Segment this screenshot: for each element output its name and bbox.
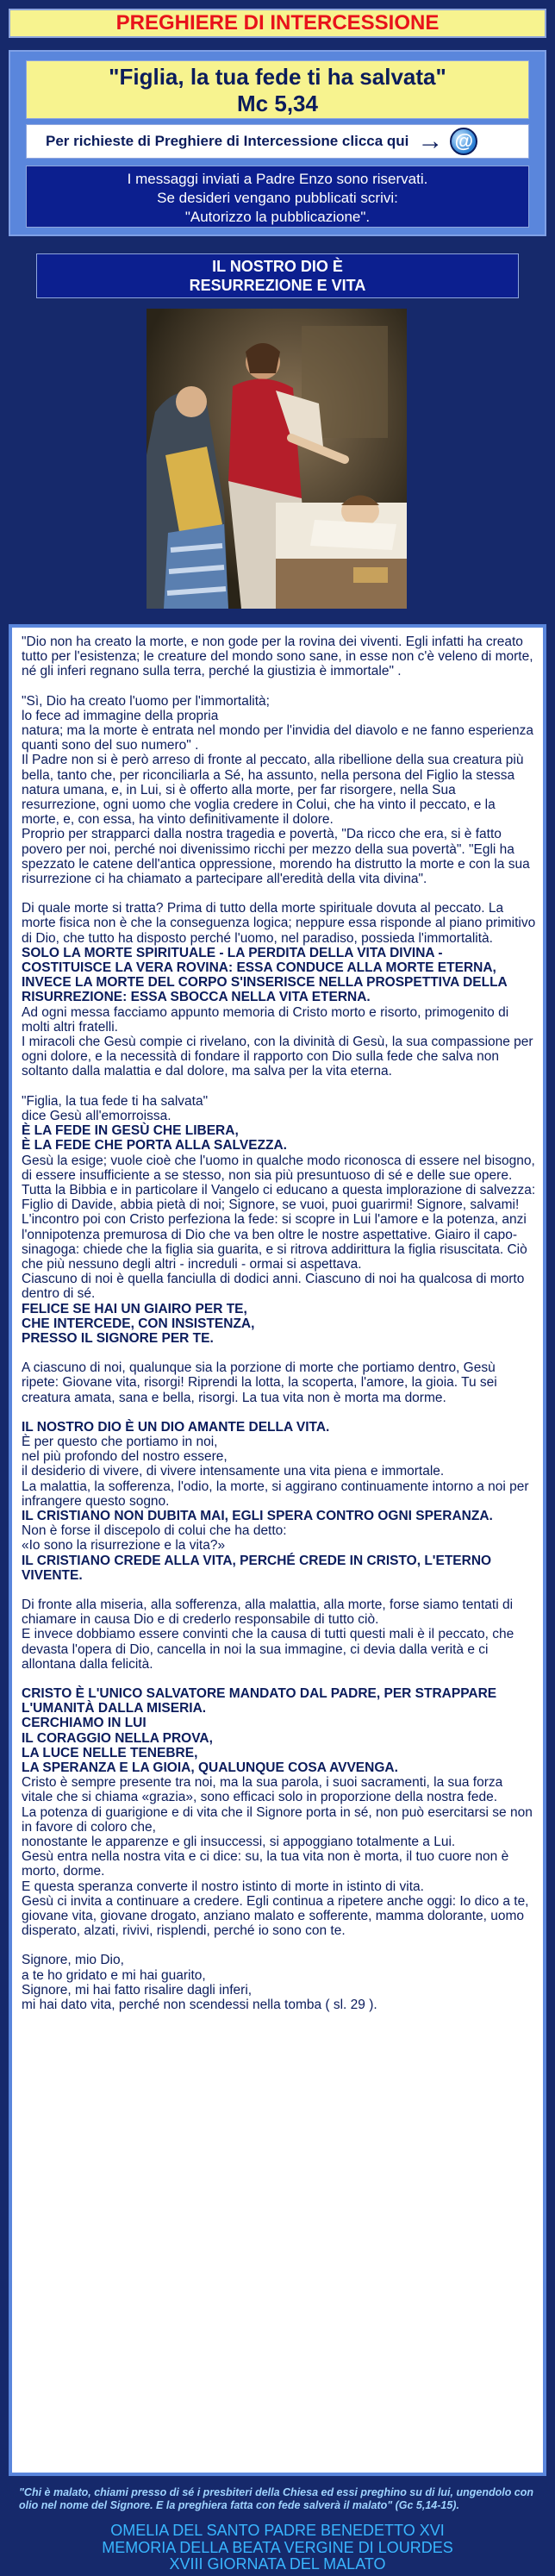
prayer-request-link[interactable] bbox=[26, 124, 529, 159]
homily-emphasis: FELICE SE HAI UN GIAIRO PER TE, CHE INTERCEDE, CON INSISTENZA, PRESSO IL SIGNORE PER TE. bbox=[22, 1301, 255, 1346]
homily-emphasis: SOLO LA MORTE SPIRITUALE - LA PERDITA DELLA VITA DIVINA - COSTITUISCE LA VERA ROVINA: ESSA CONDUCE ALLA MORTE ETERNA, INVECE LA MORTE DEL CORPO S'INSERISCE NELLA PROSPETTIVA DELLA RISURREZIONE: ESSA SBOCCA NELLA VITA ETERNA. bbox=[22, 945, 508, 1005]
homily-emphasis: È LA FEDE IN GESÙ CHE LIBERA, È LA FEDE CHE PORTA ALLA SALVEZZA. bbox=[22, 1123, 287, 1154]
page-title: PREGHIERE DI INTERCESSIONE bbox=[9, 9, 546, 38]
homily-emphasis: CRISTO È L'UNICO SALVATORE MANDATO DAL PADRE, PER STRAPPARE L'UMANITÀ DALLA MISERIA. CERCHIAMO IN LUI IL CORAGGIO NELLA PROVA, LA LUCE NELLE TENEBRE, LA SPERANZA E LA GIOIA, QUALUNQUE COSA AVVENGA. bbox=[22, 1686, 497, 1776]
arrow-right-icon: → bbox=[417, 127, 444, 155]
homily-paragraph: "Sì, Dio ha creato l'uomo per l'immortalità; lo fece ad immagine della propria natura; ma la morte è entrata nel mondo per l'invidia del diavolo e ne fanno esperienza quanti sono del suo numero" . Il Padre non si è però arreso di fronte al peccato, alla ribellione della sua creatura più bella, tanto che, per riconciliarla a Sé, ha assunto, nella persona del Figlio la stessa natura umana, e, in Lui, si è offerto alla morte, per far risorgere, nella Sua resurrezione, ogni uomo che voglia credere in Colui, che ha vinto il peccato, e la morte, e, con essa, ha vinto definitivamente il dolore. Proprio per strapparci dalla nostra tragedia e povertà, "Da ricco che era, si è fatto povero per noi, perché noi divenissimo ricchi per mezzo della sua povertà". "Egli ha spezzato le catene dell'antica oppressione, morendo ha distrutto la morte e con la sua risurrezione ci ha chiamato a partecipare all'eredità della vita divina". bbox=[22, 693, 534, 887]
prayer-request-label: Per richieste di Preghiere di Intercessione clicca qui bbox=[46, 133, 409, 149]
homily-paragraph: A ciascuno di noi, qualunque sia la porzione di morte che portiamo dentro, Gesù ripete: Giovane vita, risorgi! Riprendi la lotta, la scoperta, l'amore, la gioia. Tu sei creatura amata, sana e bella, risorgi. La tua vita non è morta ma dorme. bbox=[22, 1360, 497, 1405]
homily-text-panel bbox=[9, 624, 546, 2476]
footer-credits bbox=[9, 2523, 546, 2574]
privacy-notice bbox=[26, 166, 529, 228]
notice-line-3: "Autorizzo la pubblicazione". bbox=[184, 209, 371, 225]
gospel-quote: "Figlia, la tua fede ti ha salvata" bbox=[109, 64, 446, 90]
homily-emphasis: IL NOSTRO DIO È UN DIO AMANTE DELLA VITA. bbox=[22, 1419, 330, 1435]
intercession-request-panel bbox=[9, 50, 546, 236]
jesus-raising-jairus-daughter-painting bbox=[147, 309, 407, 609]
section-title bbox=[36, 253, 519, 298]
homily-paragraph: Di quale morte si tratta? Prima di tutto della morte spirituale dovuta al peccato. La morte fisica non è che la conseguenza logica; neppure essa risponde al piano primitivo di Dio, che tutto ha disposto perché l'uomo, nel paradiso, possieda l'immortalità. bbox=[22, 901, 536, 946]
section-title-line-1: IL NOSTRO DIO È bbox=[212, 258, 343, 275]
homily-paragraph: "Dio non ha creato la morte, e non gode per la rovina dei viventi. Egli infatti ha creato tutto per l'esistenza; le creature del mondo sono sane, in esse non c'è veleno di morte, né gli inferi regnano sulla terra, perché la giustizia è immortale" . bbox=[22, 635, 533, 679]
painting-image bbox=[147, 309, 407, 609]
homily-paragraph: È per questo che portiamo in noi, nel più profondo del nostro essere, il desiderio di vivere, di vivere intensamente una vita piena e immortale. La malattia, la sofferenza, l'odio, la morte, si aggirano continuamente intorno a noi per infrangere questo sogno. bbox=[22, 1434, 529, 1509]
section-title-line-2: RESURREZIONE E VITA bbox=[189, 277, 366, 294]
footer-scripture-quote: "Chi è malato, chiami presso di sé i presbiteri della Chiesa ed essi preghino su di lui, ungendolo con olio nel nome del Signore. E la preghiera fatta con fede salverà il malato" (Gc 5,14-15). bbox=[19, 2486, 534, 2511]
footer-credit-line-1: OMELIA DEL SANTO PADRE BENEDETTO XVI bbox=[110, 2522, 445, 2539]
footer-credit-line-2: MEMORIA DELLA BEATA VERGINE DI LOURDES bbox=[102, 2538, 453, 2556]
at-sign-icon[interactable]: @ bbox=[450, 128, 477, 155]
homily-paragraph: Cristo è sempre presente tra noi, ma la sua parola, i suoi sacramenti, la sua forza vitale che si chiama «grazia», sono efficaci solo in proporzione della nostra fede. La potenza di guarigione e di vita che il Signore porta in sé, non può esercitarsi se non in favore di coloro che, nonostante le apparenze e gli insuccessi, si appoggiano totalmente a Lui. Gesù entra nella nostra vita e ci dice: su, la tua vita non è morta, il tuo cuore non è morto, dorme. E questa speranza converte il nostro istinto di morte in istinto di vita. Gesù ci invita a continuare a credere. Egli continua a ripetere anche oggi: Io dico a te, giovane vita, giovane drogato, anziano malato e sofferente, mamma dolorante, uomo disperato, alzati, rivivi, risplendi, perché io sono con te. bbox=[22, 1775, 533, 1939]
notice-line-2: Se desideri vengano pubblicati scrivi: bbox=[157, 190, 398, 206]
homily-paragraph: Di fronte alla miseria, alla sofferenza, alla malattia, alla morte, forse siamo tentati di chiamare in causa Dio e di crederlo responsabile di tutto ciò. E invece dobbiamo essere convinti che la causa di tutti questi mali è il peccato, che devasta l'opera di Dio, cancella in noi la sua immagine, ci devia dalla verità e ci allontana dalla felicità. bbox=[22, 1597, 514, 1672]
homily-emphasis: IL CRISTIANO CREDE ALLA VITA, PERCHÉ CREDE IN CRISTO, L'ETERNO VIVENTE. bbox=[22, 1553, 492, 1583]
homily-emphasis: IL CRISTIANO NON DUBITA MAI, EGLI SPERA CONTRO OGNI SPERANZA. bbox=[22, 1508, 493, 1523]
footer-credit-line-3: XVIII GIORNATA DEL MALATO bbox=[169, 2555, 386, 2573]
gospel-reference: Mc 5,34 bbox=[237, 91, 318, 116]
gospel-quote-box bbox=[26, 60, 529, 119]
homily-paragraph: Non è forse il discepolo di colui che ha detto: «Io sono la risurrezione e la vita?» bbox=[22, 1523, 287, 1554]
notice-line-1: I messaggi inviati a Padre Enzo sono riservati. bbox=[127, 171, 428, 187]
homily-quote: "Figlia, la tua fede ti ha salvata" dice Gesù all'emorroissa. bbox=[22, 1093, 209, 1123]
homily-prayer: Signore, mio Dio, a te ho gridato e mi hai guarito, Signore, mi hai fatto risalire dagli inferi, mi hai dato vita, perché non scendessi nella tomba ( sl. 29 ). bbox=[22, 1953, 377, 2013]
homily-paragraph: Ad ogni messa facciamo appunto memoria di Cristo morto e risorto, primogenito di molti altri fratelli. I miracoli che Gesù compie ci rivelano, con la divinità di Gesù, la sua compassione per ogni dolore, e la necessità di fondare il rapporto con Dio sulla fede che salva non soltanto dalla malattia e dal dolore, ma salva per la vita eterna. bbox=[22, 1004, 533, 1079]
homily-paragraph: Gesù la esige; vuole cioè che l'uomo in qualche modo riconosca di essere nel bisogno, di essere insufficiente a se stesso, non sia più presuntuoso di sé e delle sue opere. Tutta la Bibbia e in particolare il Vangelo ci educano a questa implorazione di salvezza: Figlio di Davide, abbia pietà di noi; Signore, se vuoi, puoi guarirmi! Signore, salvami! L'incontro poi con Cristo perfeziona la fede: si scopre in Lui l'amore e la potenza, anzi l'onnipotenza premurosa di Dio che va ben oltre le nostre aspettative. Giairo il capo-sinagoga: chiede che la figlia sia guarita, e si ritrova addirittura la figlia risuscitata. Ciò che più nessuno degli altri - increduli - ormai si aspettava. Ciascuno di noi è quella fanciulla di dodici anni. Ciascuno di noi ha qualcosa di morto dentro di sé. bbox=[22, 1153, 536, 1302]
